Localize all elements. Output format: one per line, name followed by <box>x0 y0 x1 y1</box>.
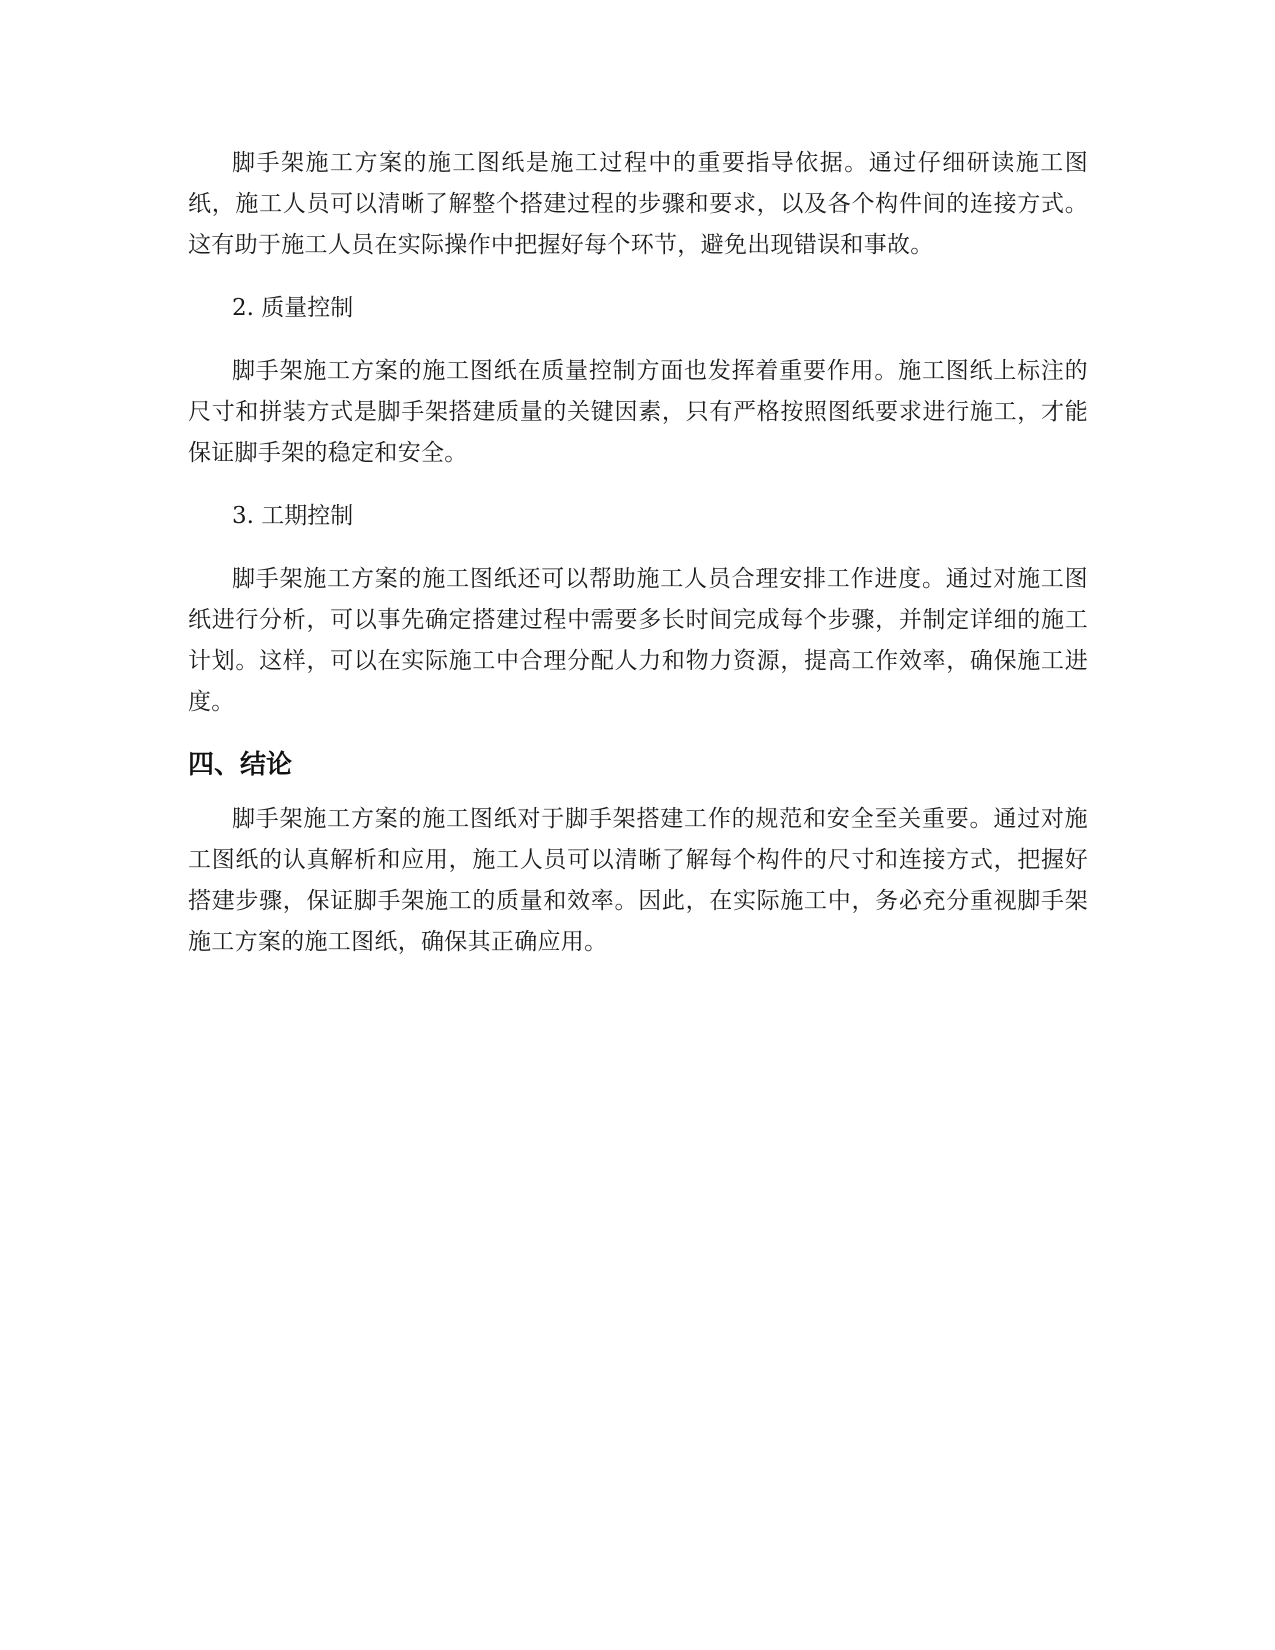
paragraph-schedule-control: 脚手架施工方案的施工图纸还可以帮助施工人员合理安排工作进度。通过对施工图纸进行分析，可以事先确定搭建过程中需要多长时间完成每个步骤，并制定详细的施工计划。这样，可以在实际施工中合理分配人力和物力资源，提高工作效率，确保施工进度。 <box>188 566 1088 715</box>
subheading-schedule-control: 3. 工期控制 <box>232 503 354 529</box>
paragraph-quality-control: 脚手架施工方案的施工图纸在质量控制方面也发挥着重要作用。施工图纸上标注的尺寸和拼装方式是脚手架搭建质量的关键因素，只有严格按照图纸要求进行施工，才能保证脚手架的稳定和安全。 <box>188 358 1088 466</box>
section-heading-conclusion: 四、结论 <box>188 750 293 780</box>
paragraph-guidance: 脚手架施工方案的施工图纸是施工过程中的重要指导依据。通过仔细研读施工图纸，施工人员可以清晰了解整个搭建过程的步骤和要求，以及各个构件间的连接方式。这有助于施工人员在实际操作中把握好每个环节，避免出现错误和事故。 <box>188 150 1088 258</box>
subheading-quality-control: 2. 质量控制 <box>232 295 354 321</box>
paragraph-conclusion: 脚手架施工方案的施工图纸对于脚手架搭建工作的规范和安全至关重要。通过对施工图纸的认真解析和应用，施工人员可以清晰了解每个构件的尺寸和连接方式，把握好搭建步骤，保证脚手架施工的质量和效率。因此，在实际施工中，务必充分重视脚手架施工方案的施工图纸，确保其正确应用。 <box>188 806 1088 955</box>
document-body <box>188 143 1088 963</box>
